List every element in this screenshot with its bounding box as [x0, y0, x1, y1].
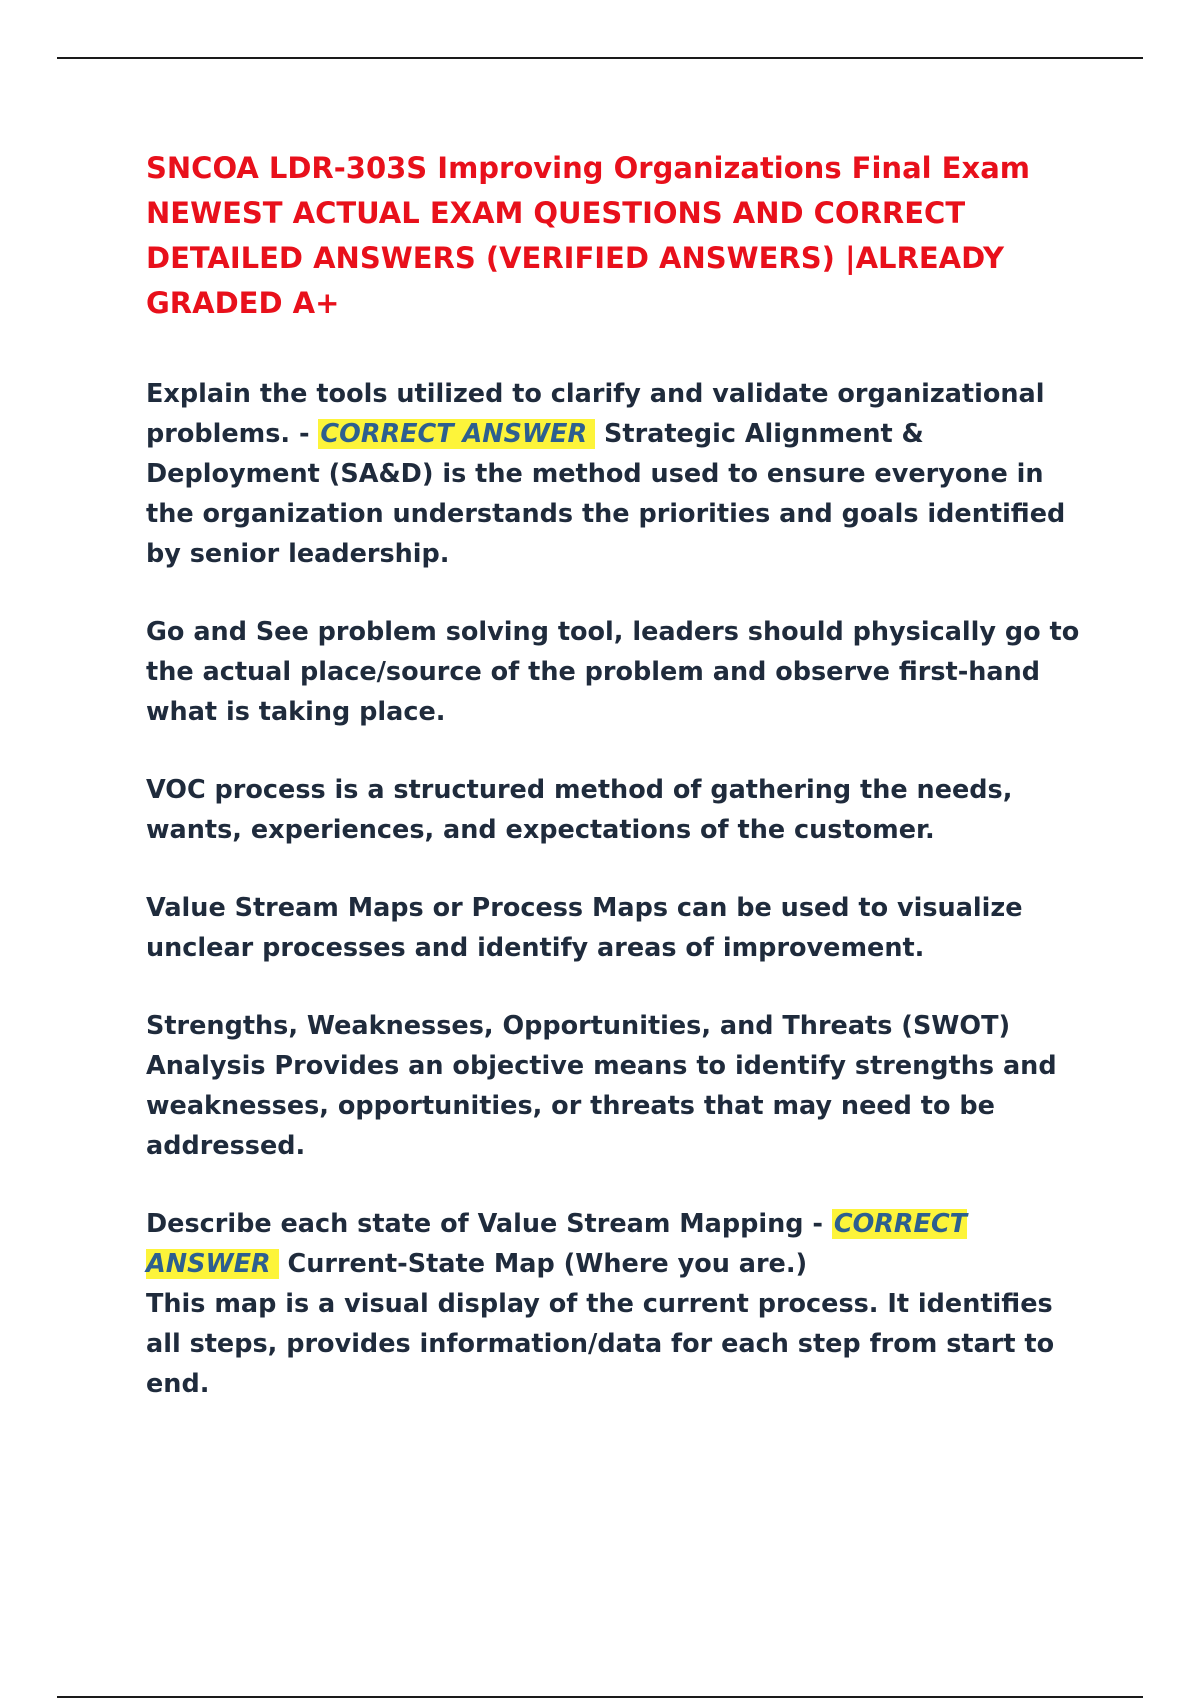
answer-2-text: Current-State Map (Where you are.) — [287, 1249, 808, 1279]
question-1-text: Explain the tools utilized to clarify and validate organizational problems. - — [146, 379, 1045, 449]
answer-2-detail: This map is a visual display of the current process. It identifies all steps, provides information/data for each step from start to end. — [146, 1289, 1055, 1399]
question-2-line — [146, 1204, 1096, 1284]
bottom-rule — [57, 1696, 1143, 1698]
correct-answer-label: CORRECT ANSWER — [146, 1209, 968, 1279]
document-body — [146, 146, 1096, 1442]
correct-answer-label: CORRECT ANSWER — [318, 419, 595, 449]
paragraph-swot: Strengths, Weaknesses, Opportunities, and Threats (SWOT) Analysis Provides an objective means to identify strengths and weaknesses, opportunities, or threats that may need to be addressed. — [146, 1011, 1057, 1161]
paragraph-voc: VOC process is a structured method of gathering the needs, wants, experiences, and expectations of the customer. — [146, 775, 1013, 845]
answer-1-text: Strategic Alignment & Deployment (SA&D) is the method used to ensure everyone in the organization understands the priorities and goals identified by senior leadership. — [146, 419, 1066, 569]
paragraph-go-and-see: Go and See problem solving tool, leaders should physically go to the actual place/source of the problem and observe first-hand what is taking place. — [146, 617, 1080, 727]
top-rule — [57, 57, 1143, 59]
paragraph-value-stream: Value Stream Maps or Process Maps can be used to visualize unclear processes and identify areas of improvement. — [146, 893, 1023, 963]
question-1 — [146, 374, 1096, 574]
question-2-text: Describe each state of Value Stream Mapping - — [146, 1209, 832, 1239]
question-2 — [146, 1204, 1096, 1404]
document-title: SNCOA LDR-303S Improving Organizations Final Exam NEWEST ACTUAL EXAM QUESTIONS AND CORRECT DETAILED ANSWERS (VERIFIED ANSWERS) |ALREADY GRADED A+ — [146, 151, 1030, 320]
